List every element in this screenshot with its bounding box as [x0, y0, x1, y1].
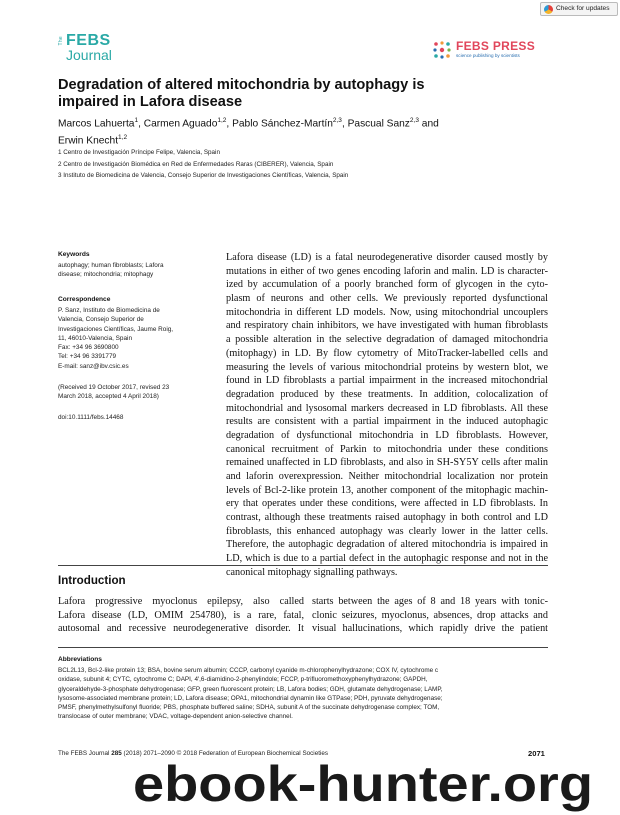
doi-link[interactable]: doi:10.1111/febs.14468 [58, 414, 124, 421]
crossmark-icon [544, 5, 553, 14]
intro-line: autosomal and recessive neurodegenerative disorder. It [58, 623, 304, 635]
correspondence-line: Fax: +34 96 3690800 [58, 344, 119, 352]
author-name: Pablo Sánchez-Martín [232, 118, 333, 130]
received-dates [58, 383, 198, 402]
keywords-line: autophagy; human fibroblasts; Lafora [58, 262, 164, 269]
title-line: Degradation of altered mitochondria by autophagy is [58, 77, 425, 93]
author-separator: , [138, 118, 144, 130]
section-divider [58, 565, 548, 566]
intro-line: Lafora progressive myoclonus epilepsy, also called [58, 596, 304, 607]
abstract-line: ery that operates under these conditions, were affected in LD fibroblasts. In [226, 498, 548, 510]
correspondence-heading: Correspondence [58, 296, 111, 303]
footer-journal: The FEBS Journal [58, 750, 110, 757]
intro-line: starts between the ages of 8 and 18 years with tonic- [312, 596, 548, 607]
logo-journal-text: Journal [66, 47, 112, 63]
author-affiliation-marker: 2,3 [409, 117, 419, 124]
abstract-line: results are consistent with a partial impairment in the induced autophagic [226, 416, 548, 428]
affiliation: 1 Centro de Investigación Príncipe Felipe, Valencia, Spain [58, 149, 220, 156]
author-name: Marcos Lahuerta [58, 118, 135, 130]
abstract-line: LD, which is due to a partial defect in the autophagic response and not in the [226, 553, 548, 565]
author-separator: , [226, 118, 233, 130]
abstract-line: and laforin overexpression. Neither mitochondrial localization nor protein [226, 471, 548, 482]
abbreviations-divider [58, 647, 548, 648]
author-separator: , [341, 118, 348, 130]
abstract-line: found in LD fibroblasts a partial impairment in the increased mitochondrial [226, 375, 548, 387]
correspondence-line: P. Sanz, Instituto de Biomedicina de [58, 307, 160, 314]
correspondence-line: Valencia, Consejo Superior de [58, 316, 144, 324]
intro-line: clonic seizures, myoclonus, absences, drop attacks and [312, 609, 548, 621]
author-affiliation-marker: 1,2 [118, 133, 128, 141]
febs-press-name: FEBS PRESS [456, 39, 536, 53]
abbreviations-line: PMSF, phenylmethylsulfonyl fluoride; PBS, phosphate buffered saline; SDHA, subunit A of the succinate dehydrogenase complex; TOM, [58, 704, 440, 712]
abstract-line: and respiratory chain inhibitors, we have investigated with human fibroblasts [226, 320, 548, 332]
footer-volume: 285 [111, 750, 122, 757]
abstract-line: remained unaffected in LD fibroblasts, and also in SH-SY5Y cells after malin [226, 457, 548, 469]
abstract-line: a possible alteration in the selective degradation of damaged mitochondria [226, 334, 548, 346]
check-for-updates-label: Check for updates [556, 5, 610, 12]
author-affiliation-marker: 1,2 [217, 117, 227, 124]
abstract-line: Lafora disease (LD) is a fatal neurodegenerative disorder caused mostly by [226, 252, 548, 263]
intro-line: Lafora disease (LD, OMIM 254780), is a rare, fatal, [58, 609, 304, 621]
keywords-line: disease; mitochondria; mitophagy [58, 271, 154, 279]
febs-press-dots-icon [432, 40, 452, 60]
email-link[interactable]: E-mail: sanz@ibv.csic.es [58, 362, 129, 370]
introduction-heading: Introduction [58, 574, 126, 587]
received-line: (Received 19 October 2017, revised 23 [58, 384, 170, 391]
abbreviations-line: translocase of outer membrane; VDAC, voltage-dependent anion-selective channel. [58, 713, 293, 721]
abstract-line: levels of Bcl-2-like protein 13, another component of the mitophagic machin- [226, 484, 548, 496]
abstract-line: ized by accumulation of a poorly branched form of glycogen in the cyto- [226, 279, 548, 291]
check-for-updates-button[interactable] [540, 2, 618, 16]
abstract-line: (mitophagy) in LD. By flow cytometry of MitoTracker-labelled cells and [226, 347, 548, 359]
keywords-text [58, 261, 198, 280]
footer-rest: (2018) 2071–2090 © 2018 Federation of European Biochemical Societies [121, 750, 328, 757]
watermark [128, 756, 598, 815]
correspondence-line: 11, 46010-Valencia, Spain [58, 334, 133, 342]
abbreviations-line: lysosome-associated membrane protein; LD, Lafora disease; OPA1, mitochondrial dynamin like GTPase; PDH, pyruvate dehydrogenase; [58, 694, 443, 702]
abstract-line: Therefore, the autophagic degradation of altered mitochondria is impaired in [226, 539, 548, 551]
watermark-text: ebook-hunter.org [133, 756, 593, 812]
abstract-line: plasm of neurons and other cells. We previously reported dysfunctional [226, 293, 548, 305]
author-name: Pascual Sanz [347, 118, 410, 130]
febs-press-logo [432, 38, 562, 64]
abbreviations-heading: Abbreviations [58, 656, 102, 663]
abstract-line: mitochondria in different LD models. Now, using mitochondrial uncouplers [226, 306, 548, 318]
abbreviations-line: oxidase, subunit 4; CYTC, cytochrome C; DAPI, 4′,6-diamidino-2-phenylindole; FCCP, p-trifluoromethoxyphenylhydrazone; GAPDH, [58, 676, 428, 684]
author-and: and [418, 118, 439, 130]
abstract-line: measuring the levels of various mitochondrial proteins by western blot, we [226, 361, 548, 373]
abstract [226, 251, 548, 580]
intro-line: visual hallucinations, which rapidly drive the patient [312, 623, 548, 635]
abstract-line: canonical mitophagy signalling pathways. [226, 566, 398, 578]
keywords-heading: Keywords [58, 251, 90, 258]
introduction-right-column [312, 595, 548, 636]
logo-the-text: The [58, 36, 64, 46]
page-number: 2071 [528, 749, 545, 758]
abstract-line: mitochondrial and lysosomal markers decreased in LD fibroblasts. All these [226, 402, 548, 414]
abstract-line: contrast, although these treatments raised autophagy in both control and LD [226, 512, 548, 524]
introduction-left-column [58, 595, 304, 636]
correspondence-line: Tel: +34 96 3391779 [58, 353, 117, 361]
abstract-line: degradation of dysfunctional mitochondria in LD fibroblasts. However, [226, 429, 548, 441]
author-list [58, 114, 528, 148]
author-name: Erwin Knecht [58, 135, 119, 147]
abstract-line: degradation produced by these treatments. In addition, colocalization of [226, 388, 548, 400]
abstract-line: canonical recruitment of Parkin to mitochondria under these conditions [226, 443, 548, 455]
abbreviations-line: BCL2L13, Bcl-2-like protein 13; BSA, bovine serum albumin; CCCP, carbonyl cyanide m-chlorophenylhydrazone; COX IV, cytochrome c [58, 667, 439, 674]
affiliation: 3 Instituto de Biomedicina de Valencia, Consejo Superior de Investigaciones Científicas, Valencia, Spain [58, 172, 349, 179]
received-line: March 2018, accepted 4 April 2018) [58, 393, 159, 401]
title-line: impaired in Lafora disease [58, 94, 243, 110]
febs-press-tagline: science publishing by scientists [456, 53, 520, 58]
author-affiliation-marker: 1 [134, 117, 139, 124]
correspondence-line: Investigaciones Científicas, Jaume Roig, [58, 325, 174, 333]
article-title [58, 77, 538, 111]
correspondence-text [58, 306, 198, 371]
affiliation: 2 Centro de Investigación Biomédica en Red de Enfermedades Raras (CIBERER), Valencia, Spain [58, 161, 334, 168]
author-name: Carmen Aguado [143, 118, 218, 130]
abstract-line: mutations in either of two genes encoding laforin and malin. LD is character- [226, 265, 548, 277]
abbreviations-text [58, 666, 550, 722]
logo-febs-text: FEBS [66, 32, 111, 49]
febs-journal-logo [58, 32, 126, 64]
abbreviations-line: glyceraldehyde-3-phosphate dehydrogenase; GFP, green fluorescent protein; LB, Lafora bodies; GDH, glutamate dehydrogenase; LAMP, [58, 685, 443, 693]
abstract-line: fibroblasts, this enhanced autophagy was clearly lower in the latter cells. [226, 525, 548, 537]
author-affiliation-marker: 2,3 [332, 117, 342, 124]
